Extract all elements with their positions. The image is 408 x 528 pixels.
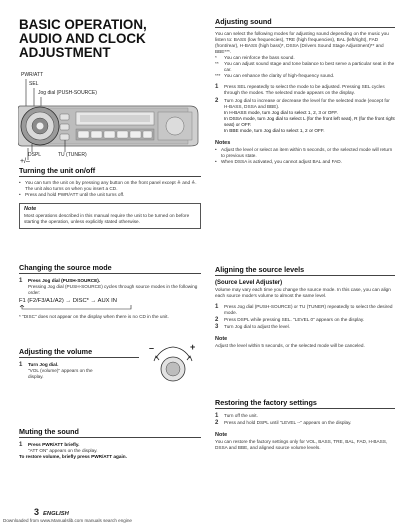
aligning-step-2-num: 2 (215, 317, 219, 323)
aligning-title: Aligning the source levels (215, 265, 305, 274)
label-pwr-att: PWR/ATT (21, 72, 44, 78)
adjusting-step-2 (215, 98, 395, 134)
restoring-step-2 (215, 420, 395, 426)
restoring-step-1-num: 1 (215, 413, 219, 419)
main-title (19, 18, 199, 61)
adjusting-footnote-3 (215, 73, 395, 79)
turning-note-heading: Note (24, 206, 37, 212)
aligning-note-text: Adjust the level within 5 seconds, or the selected mode will be canceled. (215, 343, 365, 348)
adjusting-title: Adjusting sound (215, 17, 272, 26)
turning-bullet-2-text: Press and hold PWR/ATT until the unit turns off. (25, 192, 125, 197)
adjusting-step-1-num: 1 (215, 84, 219, 90)
aligning-step-3 (215, 324, 395, 330)
aligning-subtitle: (Source Level Adjuster) (215, 280, 283, 286)
aligning-section (215, 265, 395, 349)
car-stereo-faceplate-image (18, 66, 203, 164)
aligning-step-1-num: 1 (215, 304, 219, 310)
aligning-step-3-text: Turn Jog dial to adjust the level. (224, 324, 291, 329)
adjusting-step-2-num: 2 (215, 98, 219, 104)
aligning-step-2 (215, 317, 395, 323)
restoring-note-text: You can restore the factory settings only for VOL, BASS, TRE, BAL, FAD, H-BASS, DSSA and BBE, and aligned source volume levels. (215, 439, 388, 450)
adjusting-notes-heading: Notes (215, 140, 231, 146)
label-dspl: DSPL (28, 152, 42, 158)
footnote-3-mark: *** (215, 73, 221, 78)
turning-section (19, 166, 201, 229)
muting-section (19, 427, 201, 460)
adjusting-subnote-1: In H-BASS mode, turn Jog dial to select 1, 2, 3 or OFF. (224, 110, 338, 115)
source-step-lead: Press Jog dial (PUSH-SOURCE). (28, 278, 101, 283)
page-footer (34, 507, 69, 517)
source-title: Changing the source mode (19, 263, 112, 272)
turning-note-text: Most operations described in this manual require the unit to be turned on before starting the operation, unless explicitly stated otherwise. (24, 213, 190, 224)
adjusting-subnote-2: In DSSA mode, turn Jog dial to select L (for the front left seat), R (for the front right seat) or OFF. (224, 116, 395, 127)
muting-restore: To restore volume, briefly press PWR/ATT again. (19, 454, 127, 459)
adjusting-intro: You can select the following modes for adjusting sound depending on the music you listen to: BASS (low frequencies), TRE (high frequencies), BAL (left/right), FAD (front/rear), H-BASS (high bass)*, DSSA (Drivers Sound Stage Adjustment)** and BBE***. (215, 31, 389, 54)
footnote-3-text: You can enhance the clarity of high-frequency sound. (224, 73, 335, 78)
muting-step-lead: Press PWR/ATT briefly. (28, 442, 80, 447)
aligning-step-3-num: 3 (215, 324, 219, 330)
restoring-section (215, 398, 395, 451)
turning-note-box (19, 203, 201, 229)
adjusting-footnote-2 (215, 61, 395, 73)
adjusting-rule (215, 27, 395, 28)
adjusting-note-1-text: Adjust the level or select an item within 5 seconds, or the selected mode will return to previous state. (221, 147, 393, 158)
source-step-text: Pressing Jog dial (PUSH-SOURCE) cycles through source modes in the following order: (28, 284, 198, 295)
source-flow: F1 (F2/F3/A1/A2) → DISC* → AUX IN (19, 298, 117, 304)
restoring-note-heading: Note (215, 432, 228, 438)
volume-step-1 (19, 362, 139, 380)
restoring-step-2-text: Press and hold DSPL until "LEVEL --" appears on the display. (224, 420, 352, 425)
aligning-step-1 (215, 304, 395, 316)
adjusting-note-2-text: When DSSA is activated, you cannot adjust BAL and FAD. (221, 159, 342, 164)
source-cycle-arrow (19, 305, 139, 311)
footnote-1-mark: * (215, 55, 217, 60)
restoring-rule (215, 408, 395, 409)
aligning-note-heading: Note (215, 336, 228, 342)
footnote-2-mark: ** (215, 61, 219, 66)
muting-step-num: 1 (19, 442, 23, 448)
muting-rule (19, 437, 201, 438)
volume-step-text: "VOL (volume)" appears on the display. (28, 368, 93, 379)
muting-title: Muting the sound (19, 427, 79, 436)
adjusting-step-2-text: Turn Jog dial to increase or decrease the level for the selected mode (except for H-BASS, DSSA and BBE). (224, 98, 390, 109)
volume-title: Adjusting the volume (19, 347, 93, 356)
muting-step-text: "ATT ON" appears on the display. (28, 448, 98, 453)
aligning-rule (215, 275, 395, 276)
volume-rule (19, 357, 139, 358)
turning-bullet-1-text: You can turn the unit on by pressing any button on the front panel except ≜ and ≜. The unit also turns on when you insert a CD. (25, 180, 197, 191)
footnote-2-text: You can adjust sound stage and tone balance to best serve a particular seat in the car. (224, 61, 395, 72)
source-rule (19, 273, 201, 274)
volume-knob-plus: + (190, 342, 196, 352)
adjusting-subnote-3: In BBE mode, turn Jog dial to select 1, 2 or OFF. (224, 128, 325, 133)
adjusting-note-2: • When DSSA is activated, you cannot adjust BAL and FAD. (215, 159, 342, 164)
aligning-step-2-text: Press DSPL while pressing SEL. "LEVEL 0" appears on the display. (224, 317, 365, 322)
label-plus-minus: +/– (20, 158, 30, 165)
muting-step-1 (19, 442, 201, 454)
footnote-1-text: You can reinforce the bass sound. (224, 55, 295, 60)
label-sel: SEL (29, 81, 39, 87)
label-jog-dial: Jog dial (PUSH-SOURCE) (38, 90, 97, 96)
main-title-line-1: BASIC OPERATION, (19, 17, 147, 32)
source-section (19, 263, 201, 320)
turning-bullet-2: • Press and hold PWR/ATT until the unit turns off. (19, 192, 125, 197)
restoring-step-1-text: Turn off the unit. (224, 413, 258, 418)
main-title-line-3: ADJUSTMENT (19, 45, 111, 61)
source-footnote: * "DISC" does not appear on the display when there is no CD in the unit. (19, 314, 169, 319)
source-step-num: 1 (19, 278, 23, 284)
restoring-step-2-num: 2 (215, 420, 219, 426)
turning-bullet-1: • You can turn the unit on by pressing any button on the front panel except ≜ and ≜. The unit also turns on when you insert a CD. (19, 180, 201, 192)
source-step-1 (19, 278, 201, 296)
adjusting-note-1: • Adjust the level or select an item within 5 seconds, or the selected mode will return to previous state. (215, 147, 395, 159)
label-tu-tuner: TU (TUNER) (58, 152, 87, 158)
main-title-line-2: AUDIO AND CLOCK (19, 31, 146, 47)
aligning-step-1-text: Press Jog dial (PUSH-SOURCE) or TU (TUNER) repeatedly to select the desired mode. (224, 304, 393, 315)
volume-step-num: 1 (19, 362, 23, 368)
volume-knob-minus: – (149, 343, 155, 353)
turning-rule (19, 176, 201, 177)
volume-step-lead: Turn Jog dial. (28, 362, 59, 367)
turning-title: Turning the unit on/off (19, 166, 96, 175)
adjusting-step-1-text: Press SEL repeatedly to select the mode to be adjusted. Pressing SEL cycles through the modes. The selected mode appears on the display. (224, 84, 385, 95)
aligning-intro: Volume may vary each time you change the source mode. In this case, you can align each source mode's volume to almost the same level. (215, 287, 391, 298)
restoring-title: Restoring the factory settings (215, 398, 317, 407)
page-number: 3 (34, 507, 40, 517)
faceplate-diagram (18, 66, 203, 164)
adjusting-section (215, 17, 395, 165)
adjusting-step-1 (215, 84, 395, 96)
page-language: ENGLISH (43, 511, 69, 517)
download-watermark: Downloaded from www.Manualslib.com manuals search engine (3, 518, 132, 523)
restoring-step-1 (215, 413, 395, 419)
